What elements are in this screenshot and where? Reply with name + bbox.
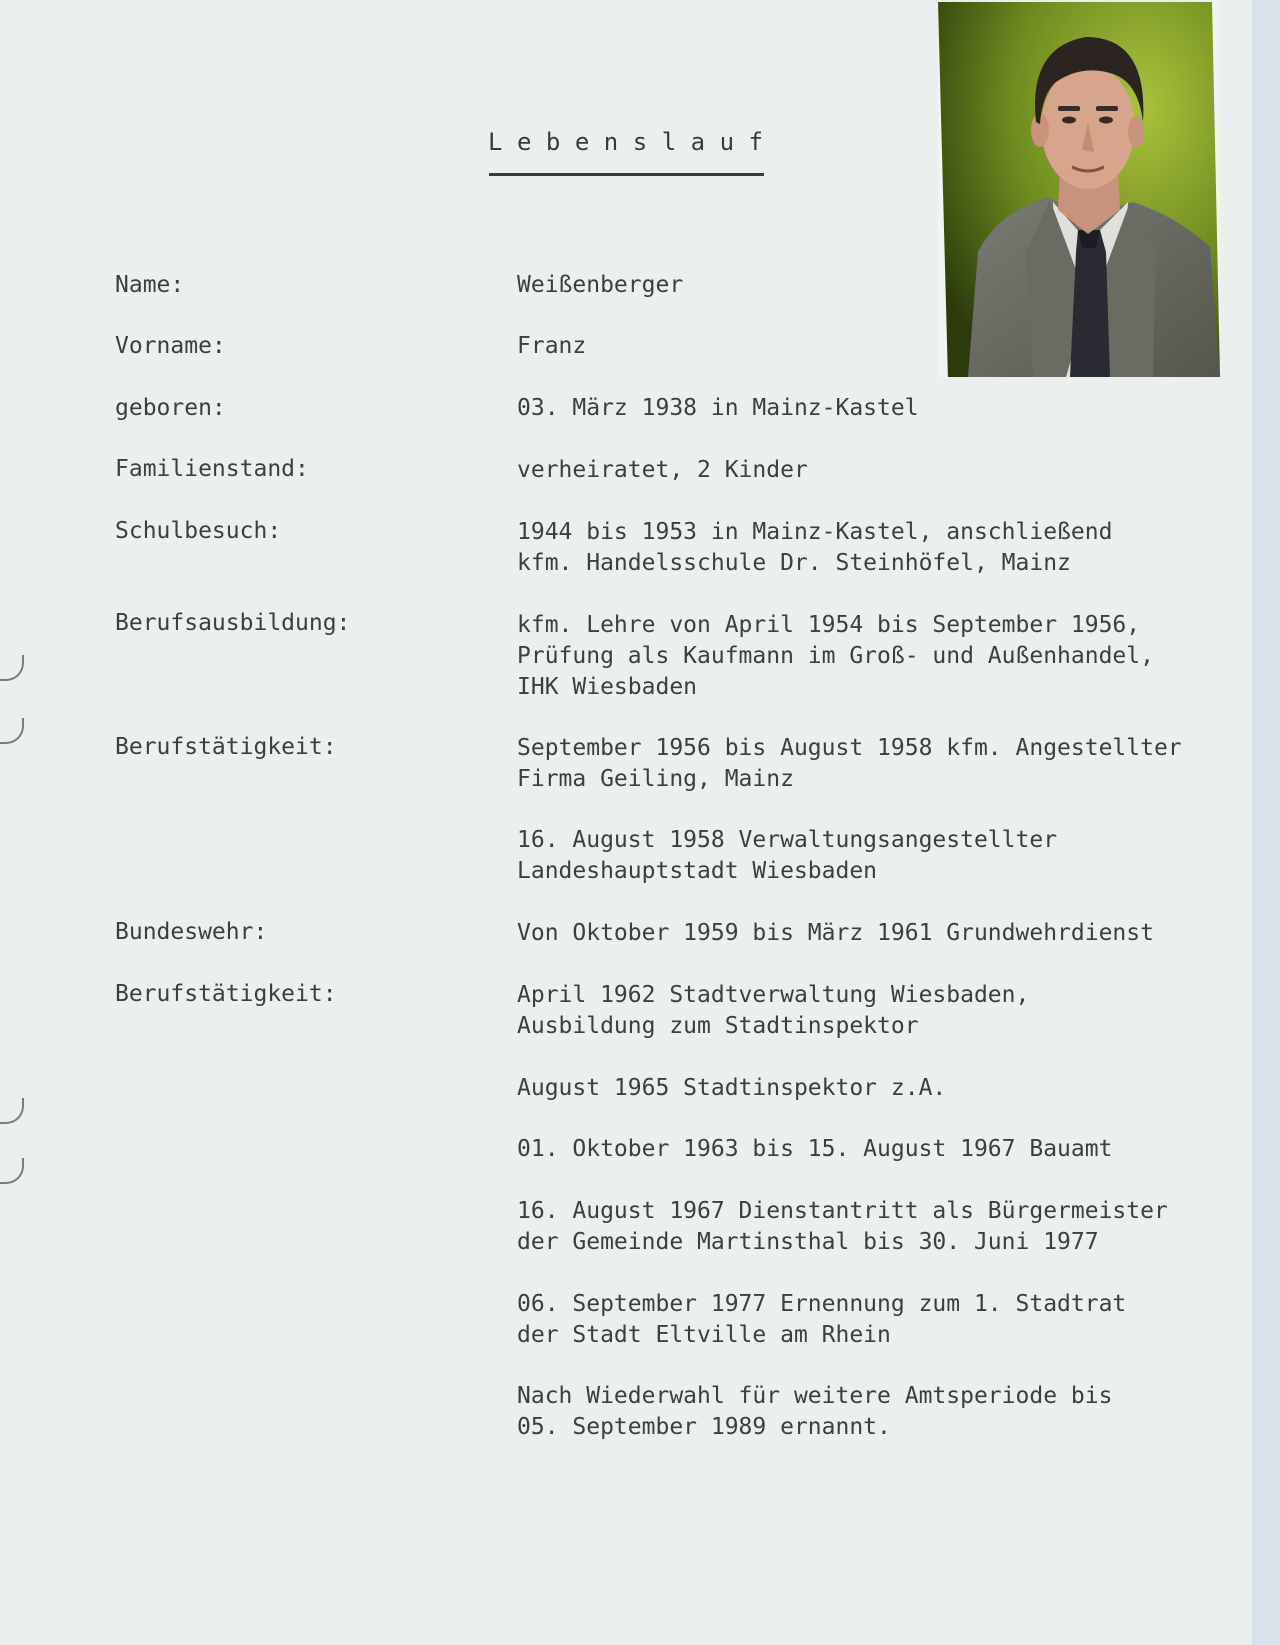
portrait-photo <box>938 2 1220 377</box>
field-value: 03. März 1938 in Mainz-Kastel <box>517 395 919 421</box>
field-label: Berufstätigkeit: <box>115 734 337 760</box>
field-label: Berufstätigkeit: <box>115 981 337 1007</box>
field-value: Franz <box>517 333 587 359</box>
field-value: 16. August 1958 Verwaltungsangestellter Landeshauptstadt Wiesbaden <box>517 827 1058 884</box>
field-value: Von Oktober 1959 bis März 1961 Grundwehrdienst <box>517 920 1154 946</box>
field-label: Vorname: <box>115 333 226 359</box>
field-value: kfm. Lehre von April 1954 bis September 1956, Prüfung als Kaufmann im Groß- und Außenhandel, IHK Wiesbaden <box>517 612 1154 700</box>
field-label: Schulbesuch: <box>115 518 282 544</box>
field-value: 01. Oktober 1963 bis 15. August 1967 Bauamt <box>517 1136 1113 1162</box>
field-label: Berufsausbildung: <box>115 610 351 636</box>
field-value: Weißenberger <box>517 272 684 298</box>
field-value: 16. August 1967 Dienstantritt als Bürgermeister der Gemeinde Martinsthal bis 30. Juni 1977 <box>517 1198 1168 1255</box>
field-value: April 1962 Stadtverwaltung Wiesbaden, Ausbildung zum Stadtinspektor <box>517 982 1030 1039</box>
page-edge <box>1252 0 1280 1645</box>
document-title: Lebenslauf <box>488 128 778 156</box>
field-label: Familienstand: <box>115 456 309 482</box>
field-label: geboren: <box>115 395 226 421</box>
field-value: Nach Wiederwahl für weitere Amtsperiode bis 05. September 1989 ernannt. <box>517 1383 1113 1440</box>
field-value: verheiratet, 2 Kinder <box>517 457 808 483</box>
field-value: September 1956 bis August 1958 kfm. Angestellter Firma Geiling, Mainz <box>517 735 1182 792</box>
field-value: August 1965 Stadtinspektor z.A. <box>517 1075 947 1101</box>
field-value: 1944 bis 1953 in Mainz-Kastel, anschließend kfm. Handelsschule Dr. Steinhöfel, Mainz <box>517 519 1113 576</box>
title-underline <box>489 173 764 176</box>
field-value: 06. September 1977 Ernennung zum 1. Stadtrat der Stadt Eltville am Rhein <box>517 1291 1127 1348</box>
field-label: Name: <box>115 272 185 298</box>
field-label: Bundeswehr: <box>115 919 268 945</box>
